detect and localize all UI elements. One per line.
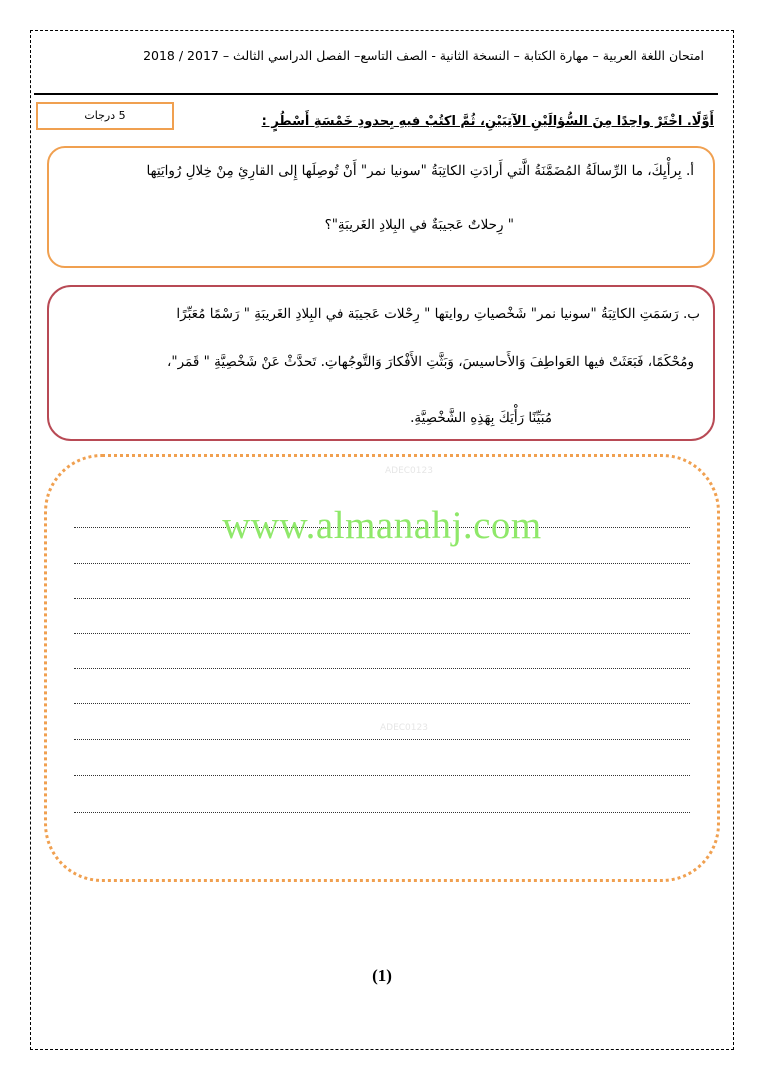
answer-line[interactable] — [74, 633, 690, 634]
question-b-line-3: مُبَيِّنًا رَأْيَكَ بِهَذِهِ الشَّخْصِيَّةِ. — [410, 410, 552, 426]
question-b-line-2: ومُحْكَمًا، فَبَعَثَتْ فيها العَواطِفَ وَالأَحاسيسَ، وَبَثَّتِ الأَفْكارَ وَالتَّوجُهاتِ. تَحدَّثْ عَنْ شَخْصِيَّةِ " قَمَر"، — [167, 354, 694, 370]
score-box: 5 درجات — [36, 102, 174, 130]
section-heading: أَوَّلًا. اخْتَرْ واحِدًا مِنَ السُّؤالَيْنِ الآتِيَيْنِ، ثُمَّ اكتُبْ فيهِ بِحدودِ خَمْسَةِ أَسْطُرٍ : — [261, 114, 714, 129]
faint-watermark-code: ADEC0123 — [385, 466, 433, 476]
faint-watermark-code-2: ADEC0123 — [380, 723, 428, 733]
answer-line[interactable] — [74, 775, 690, 776]
site-watermark: www.almanahj.com — [222, 504, 542, 547]
answer-line[interactable] — [74, 563, 690, 564]
answer-line[interactable] — [74, 668, 690, 669]
question-a-line-2: " رِحلاتٌ عَجيبَةٌ في البِلادِ الغَريبَةِ"؟ — [324, 217, 514, 233]
answer-line[interactable] — [74, 812, 690, 813]
header-divider — [34, 93, 718, 95]
answer-line[interactable] — [74, 739, 690, 740]
answer-line[interactable] — [74, 598, 690, 599]
exam-header: امتحان اللغة العربية – مهارة الكتابة – النسخة الثانية - الصف التاسع– الفصل الدراسي الثالث – 2017 / 2018 — [143, 48, 704, 63]
answer-line[interactable] — [74, 703, 690, 704]
question-b-line-1: ب. رَسَمَتِ الكاتِبَةُ "سونيا نمر" شَخْصياتِ روايتها " رِحْلات عَجيبَة في البِلادِ الغَريبَةِ " رَسْمًا مُعَبِّرًا — [176, 306, 700, 322]
page-number: (1) — [372, 966, 392, 985]
question-a-line-1: أ. بِرأْيِكَ، ما الرِّسالَةُ المُضَمَّنَةُ الَّتي أَرادَتِ الكاتِبَةُ "سونيا نمر" أَنْ تُوصِلَها إِلى القارِئِ مِنْ خِلالِ رُوايَتِها — [146, 163, 694, 179]
